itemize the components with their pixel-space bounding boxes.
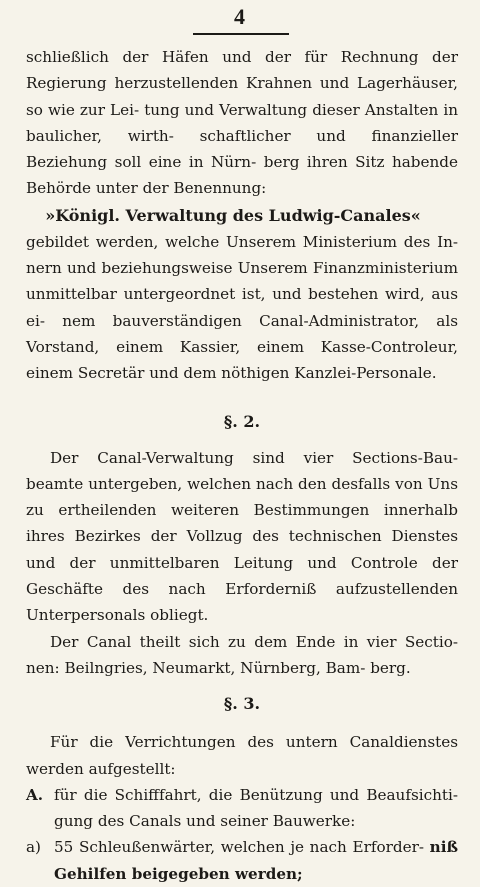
text-line: 55 Schleußenwärter, welchen je nach Erforder- [54,838,424,857]
text-line: unmittelbar untergeordnet ist, und bestehen wird, aus ei- [26,285,458,330]
text-line: tung und Verwaltung dieser Anstalten in baulicher, wirth- [26,100,459,145]
text-line: berg ihren Sitz habende Behörde unter der Benennung: [26,153,459,198]
text-line: beamte untergeben, welchen nach den desfalls von Uns [26,474,458,493]
document-body [26,44,458,887]
text-line: niß Gehilfen beigegeben werden; [54,838,459,883]
text-line: herzustellenden Krahnen und Lagerhäuser, so wie zur Lei- [26,74,458,119]
text-line: Bezirkes der Vollzug des technischen Dienstes und der [26,527,459,572]
page-number: 4 [234,4,246,29]
text-line: werden aufgestellt: [26,759,176,778]
text-line: Der Canal-Verwaltung sind vier Sections-Bau- [50,448,458,467]
text-line: schließlich der Häfen und der für Rechnung der Regierung [26,48,458,93]
text-line: berg. [370,658,411,677]
list-label: A. [26,785,44,804]
text-line: unmittelbaren Leitung und Controle der Geschäfte des nach [26,553,458,599]
text-line: für die Schifffahrt, die Benützung und Beaufsichti- [54,785,458,804]
section-3-intro [26,729,458,782]
text-line: zu ertheilenden weiteren Bestimmungen innerhalb ihres [26,501,458,546]
section-2-paragraph-2 [26,629,458,682]
header-rule [193,33,289,35]
text-line: gung des Canals und seiner Bauwerke: [54,812,356,831]
list-label: a) [26,838,41,857]
paragraph-2 [26,229,458,387]
paragraph-1 [26,44,458,202]
text-line: und dem nöthigen Kanzlei-Personale. [149,364,437,383]
text-line: gebildet werden, welche Unserem Ministerium des In- [26,232,458,251]
section-2-heading: §. 2. [223,411,261,431]
text-line: schaftlicher und finanzieller Beziehung soll eine in Nürn- [26,126,458,172]
text-line: Der Canal theilt sich zu dem Ende in vier Sectio- [50,632,458,651]
text-line: einem Kassier, einem Kasse-Controleur, einem Secretär [26,337,458,383]
list-item-a1 [26,834,458,887]
text-line: Erforderniß aufzustellenden Unterpersonals obliegt. [26,580,458,625]
text-line: Für die Verrichtungen des untern Canaldienstes [50,733,458,752]
text-line: nem bauverständigen Canal-Administrator, als Vorstand, [26,311,459,356]
section-3-heading: §. 3. [223,694,261,714]
text-line: nen: Beilngries, Neumarkt, Nürnberg, Bam- [26,658,366,677]
authority-title: »Königl. Verwaltung des Ludwig-Canales« [45,205,421,225]
section-2-paragraph-1 [26,445,458,629]
list-item-a [26,782,458,835]
text-line: nern und beziehungsweise Unserem Finanzministerium [26,259,458,278]
